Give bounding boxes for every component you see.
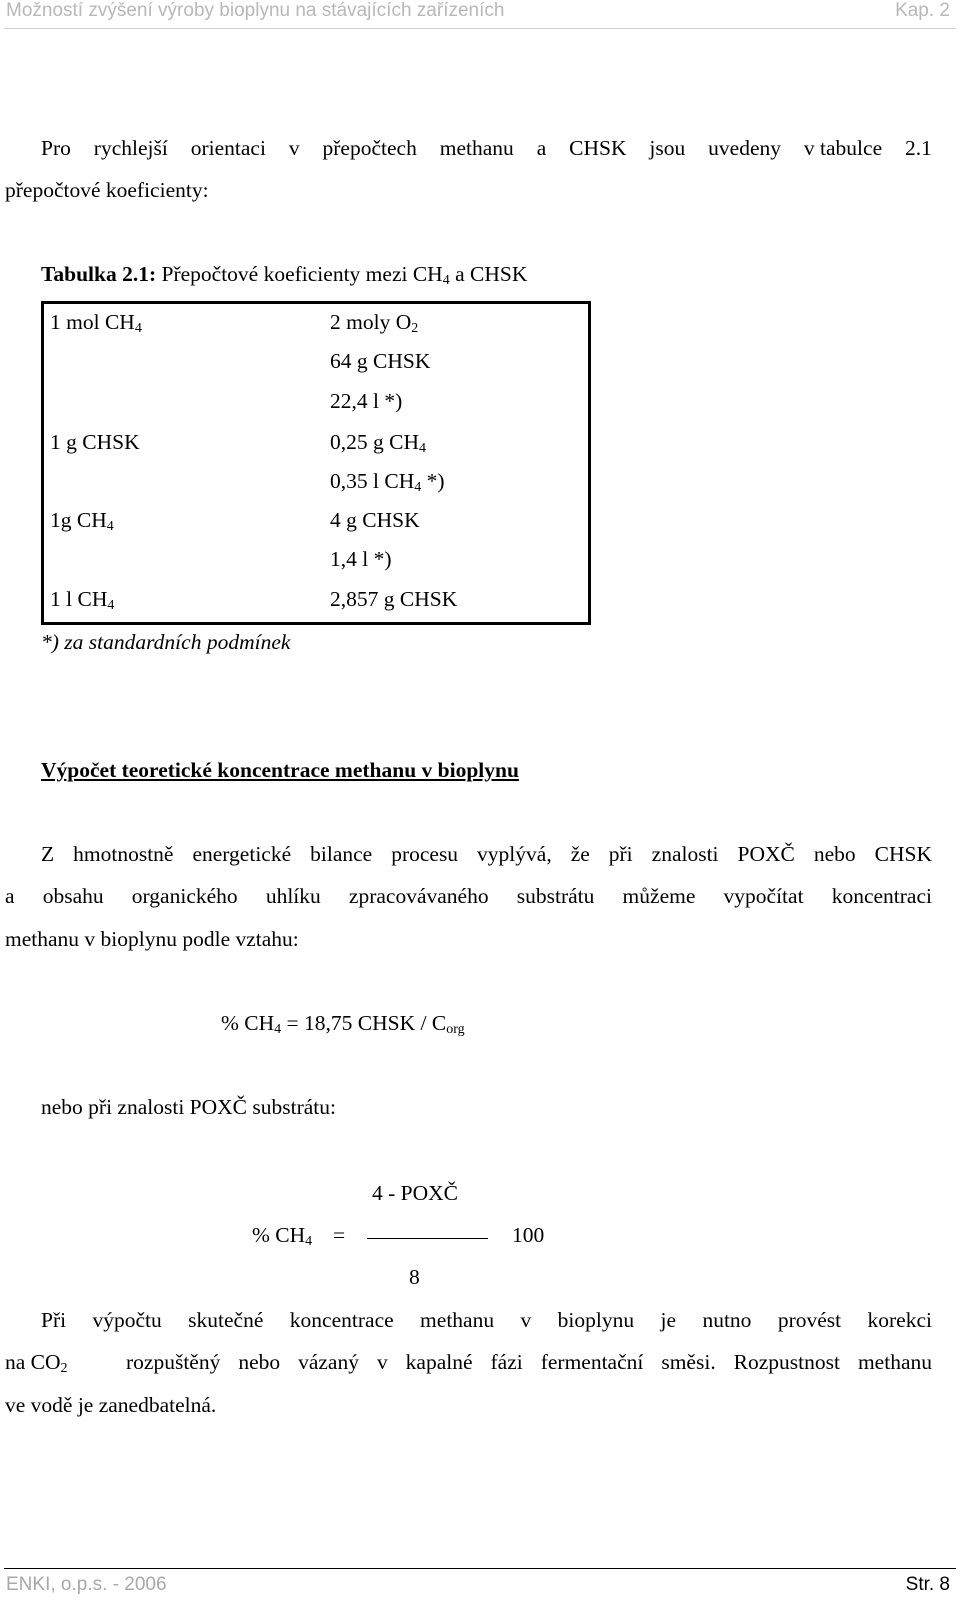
cell-text: 1 mol CH xyxy=(50,310,135,334)
table-cell-left xyxy=(50,587,114,612)
conversion-table xyxy=(41,301,591,625)
table-cell-right: 4 g CHSK xyxy=(330,508,420,532)
cell-text: 1g CH xyxy=(50,508,107,532)
intro-word: přepočtech xyxy=(322,136,417,160)
intro-word: 2.1 xyxy=(905,136,932,160)
cell-text: 0,35 l CH xyxy=(330,469,415,493)
cell-sub: 4 xyxy=(419,441,426,456)
table-cell-left xyxy=(50,310,142,335)
section-heading: Výpočet teoretické koncentrace methanu v bioplynu xyxy=(41,758,519,782)
intro-line-1 xyxy=(41,136,932,161)
paragraph-line: methanu v bioplynu podle vztahu: xyxy=(5,927,299,951)
paragraph-line: Z hmotnostně energetické bilance procesu vyplývá, že při znalosti POXČ nebo CHSK xyxy=(41,842,932,866)
formula-sub: 4 xyxy=(305,1234,313,1249)
formula-lhs xyxy=(252,1223,312,1248)
intro-word: uvedeny xyxy=(708,136,781,160)
header-chapter: Kap. 2 xyxy=(895,0,950,21)
intro-word: a xyxy=(536,136,547,160)
co2-text xyxy=(5,1350,68,1375)
intro-word: jsou xyxy=(649,136,686,160)
header-rule xyxy=(4,28,956,29)
page-header xyxy=(0,0,960,28)
formula-text: = 18,75 CHSK / C xyxy=(281,1011,447,1035)
table-cell-right: 64 g CHSK xyxy=(330,349,431,373)
cell-sub: 4 xyxy=(414,480,422,495)
cell-sub: 4 xyxy=(107,598,115,613)
table-caption xyxy=(41,262,527,287)
cell-sub: 4 xyxy=(134,321,142,336)
table-cell-right: 1,4 l *) xyxy=(330,547,392,571)
table-caption-tail: a CHSK xyxy=(455,262,528,286)
closing-line-2-rest: rozpuštěný nebo vázaný v kapalné fázi fermentační směsi. Rozpustnost methanu xyxy=(126,1350,932,1374)
cell-sub: 4 xyxy=(106,519,114,534)
intro-word: Pro xyxy=(41,136,71,160)
intro-word: rychlejší xyxy=(93,136,168,160)
sub: 2 xyxy=(60,1361,68,1376)
formula-factor: 100 xyxy=(512,1223,545,1247)
table-footnote: *) za standardních podmínek xyxy=(41,630,291,654)
table-caption-label: Tabulka 2.1: xyxy=(41,262,157,286)
between-text: nebo při znalosti POXČ substrátu: xyxy=(41,1095,337,1119)
table-cell-right xyxy=(330,469,445,494)
intro-word: methanu xyxy=(439,136,514,160)
fraction-denominator: 8 xyxy=(409,1265,420,1289)
cell-sub: 2 xyxy=(411,321,419,336)
table-cell-right: 22,4 l *) xyxy=(330,389,403,413)
intro-word: v xyxy=(288,136,300,160)
cell-text: 2 moly O xyxy=(330,310,412,334)
table-cell-left xyxy=(50,508,114,533)
table-caption-text: Přepočtové koeficienty mezi CH xyxy=(161,262,443,286)
table-cell-left: 1 g CHSK xyxy=(50,430,140,454)
fraction-line xyxy=(367,1238,488,1239)
paragraph-line: a obsahu organického uhlíku zpracovávaného substrátu můžeme vypočítat koncentraci xyxy=(5,884,932,908)
paragraph-line: ve vodě je zanedbatelná. xyxy=(5,1393,217,1417)
table-cell-right xyxy=(330,430,426,455)
intro-word: v tabulce xyxy=(803,136,883,160)
paragraph-line xyxy=(5,1350,932,1375)
footer-rule xyxy=(4,1568,956,1569)
table-caption-sub: 4 xyxy=(442,273,450,288)
paragraph-line: Při výpočtu skutečné koncentrace methanu v bioplynu je nutno provést korekci xyxy=(41,1308,932,1332)
cell-tail: *) xyxy=(421,469,445,493)
table-cell-right xyxy=(330,310,418,335)
intro-line-2: přepočtové koeficienty: xyxy=(5,178,209,202)
text: na CO xyxy=(5,1350,61,1374)
header-title: Možností zvýšení výroby bioplynu na stávajících zařízeních xyxy=(6,0,505,21)
formula-sub: org xyxy=(446,1022,465,1037)
intro-word: orientaci xyxy=(190,136,266,160)
table-cell-right: 2,857 g CHSK xyxy=(330,587,458,611)
formula-sub: 4 xyxy=(274,1022,282,1037)
fraction-numerator: 4 - POXČ xyxy=(372,1181,459,1205)
footer-left: ENKI, o.p.s. - 2006 xyxy=(6,1574,167,1595)
formula-text: % CH xyxy=(221,1011,275,1035)
cell-text: 1 l CH xyxy=(50,587,108,611)
formula-text: % CH xyxy=(252,1223,306,1247)
page-number: Str. 8 xyxy=(905,1574,950,1595)
formula-equals: = xyxy=(333,1223,346,1247)
intro-word: CHSK xyxy=(569,136,627,160)
formula-methane-cod xyxy=(221,1011,465,1036)
cell-text: 0,25 g CH xyxy=(330,430,419,454)
